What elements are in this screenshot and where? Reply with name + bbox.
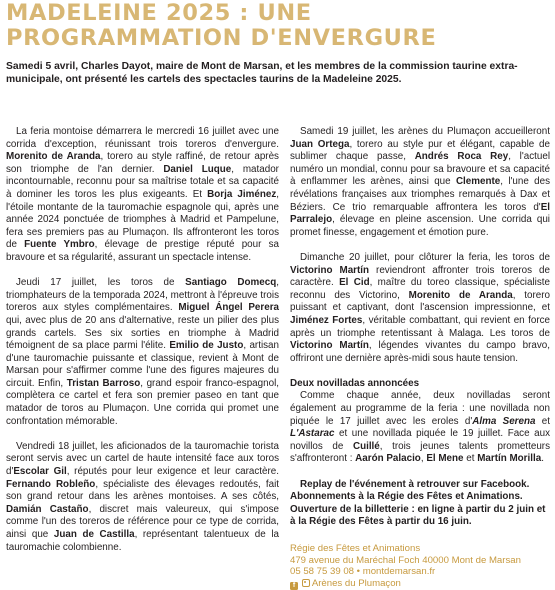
text-run: , l'étoile montante de la tauromachie espagnole qui, après une année 2024 ponctuée de triomphes à Madrid et Pampelune, fera ses premiers pas au Plumaçon. Ils affronteront les toros de bbox=[6, 188, 280, 251]
text-run: , grand espoir franco-espagnol, complètera ce cartel et fera son premier paseo en tant que matador de toros au Plumaçon. Une corrida qui promet une confrontation mémorable. bbox=[6, 377, 279, 427]
text-run: . bbox=[541, 453, 544, 465]
text-run: , discret mais valeureux, qui s'impose comme l'un des toreros de référence pour ce type de corrida, ainsi que bbox=[6, 503, 279, 540]
contact-name: Régie des Fêtes et Animations bbox=[290, 543, 421, 554]
text-run: , bbox=[420, 453, 427, 465]
text-run: Dimanche 20 juillet, pour clôturer la feria, les toros de bbox=[300, 251, 550, 263]
right-column bbox=[290, 126, 550, 590]
highlighted-name: Fuente Ymbro bbox=[24, 239, 95, 251]
highlighted-name: El Cid bbox=[339, 277, 370, 289]
lede-paragraph: Samedi 5 avril, Charles Dayot, maire de Mont de Marsan, et les membres de la commission taurine extra-municipale, ont présenté les cartels des spectacles taurins de la Madeleine 2025. bbox=[6, 61, 518, 85]
highlighted-name: Morenito de Aranda bbox=[408, 289, 513, 301]
text-run: , matador incontournable, reconnu pour sa maîtrise totale et sa capacité à dominer les toros les plus exigeants. Et bbox=[6, 163, 279, 200]
text-run: et bbox=[535, 415, 550, 427]
highlighted-name: Daniel Luque bbox=[163, 163, 232, 175]
text-run: reviendront affronter trois toreros de caractère. bbox=[290, 264, 550, 289]
text-run: , légendes vivantes du campo bravo, offriront une dernière après-midi sous haute tension. bbox=[290, 340, 550, 364]
contact-block bbox=[290, 543, 550, 590]
replay-paragraph: Replay de l'événement à retrouver sur Facebook. Abonnements à la Régie des Fêtes et Animations. Ouverture de la billetterie : en ligne à partir du 2 juin et à la Régie des Fêtes à partir du 16 juin. bbox=[290, 478, 546, 528]
highlighted-name: Fernando Robleño bbox=[6, 478, 96, 490]
highlighted-name: Santiago Domecq bbox=[185, 277, 277, 289]
text-run: La feria montoise démarrera le mercredi 16 juillet avec une corrida d'exception, réunissant trois toreros d'envergure. bbox=[6, 126, 279, 150]
highlighted-name: Borja Jiménez bbox=[207, 188, 277, 200]
text-run: , triomphateurs de la temporada 2024, mettront à l'épreuve trois toreros aux styles complémentaires. bbox=[6, 277, 279, 314]
contact-phone-web: 05 58 75 39 08 • montdemarsan.fr bbox=[290, 566, 436, 578]
text-run: Jeudi 17 juillet, les toros de bbox=[16, 277, 186, 289]
highlighted-name: Tristan Barroso bbox=[66, 377, 141, 389]
text-run: , l'une des révélations françaises aux triomphes remarqués à Dax et Béziers. Ce trio remarquable affrontera les toros d' bbox=[290, 176, 550, 213]
left-column bbox=[6, 126, 279, 567]
text-run: Comme chaque année, deux novilladas seront également au programme de la feria : une novillada non piquée le 17 juillet avec les eroles d' bbox=[290, 390, 550, 427]
text-run: , torero puissant et captivant, dont l'ascension impressionne, et bbox=[290, 289, 550, 314]
paragraph-friday bbox=[6, 441, 279, 554]
highlighted-name: Aarón Palacio bbox=[355, 453, 421, 465]
text-run: , torero au style raffiné, de retour après son triomphe de l'an dernier. bbox=[6, 151, 279, 175]
highlighted-name: Escolar Gil bbox=[13, 466, 67, 478]
highlighted-name: Alma Serena bbox=[472, 415, 536, 427]
text-run: , torero au style pur et élégant, capable de sublimer chaque passe, bbox=[290, 138, 550, 163]
paragraph-sunday bbox=[290, 252, 550, 365]
highlighted-name: Victorino Martín bbox=[290, 264, 370, 276]
contact-social-label: Arènes du Plumaçon bbox=[311, 577, 401, 589]
highlighted-name: Jiménez Fortes bbox=[290, 314, 363, 326]
highlighted-name: El Parralejo bbox=[290, 201, 550, 226]
text-run: , artisan d'une tauromachie puissante et classique, revient à Mont de Marsan pour s'affirmer comme l'une des figures majeures du circuit. Enfin, bbox=[6, 340, 279, 389]
paragraph-wednesday bbox=[6, 126, 279, 265]
text-run: et bbox=[463, 453, 478, 465]
highlighted-name: Damián Castaño bbox=[6, 503, 89, 515]
highlighted-name: Juan de Castilla bbox=[53, 529, 135, 540]
paragraph-novilladas bbox=[290, 390, 550, 466]
highlighted-name: Morenito de Aranda bbox=[6, 151, 101, 163]
novilladas-subheading: Deux novilladas annoncées bbox=[290, 377, 420, 389]
text-run: , véritable combattant, qui revient en force après un triomphe retentissant à Malaga. Les toros de bbox=[290, 314, 550, 339]
highlighted-name: Clemente bbox=[455, 176, 501, 188]
text-run: , maître du toreo classique, spécialiste reconnu des Victorino, bbox=[290, 277, 550, 301]
facebook-icon[interactable]: f bbox=[290, 582, 298, 590]
text-run: Samedi 19 juillet, les arènes du Plumaçon accueilleront bbox=[300, 126, 550, 137]
highlighted-name: Martín Morilla bbox=[477, 453, 542, 465]
text-run: , l'actuel numéro un mondial, connu pour sa bravoure et sa capacité à enflammer les arènes, ainsi que bbox=[290, 151, 551, 188]
text-run: , réputés pour leur exigence et leur caractère. bbox=[66, 466, 280, 478]
highlighted-name: Juan Ortega bbox=[290, 138, 350, 150]
text-run: , représentant talentueux de la tauromachie colombienne. bbox=[6, 529, 280, 553]
highlighted-name: Miguel Ángel Perera bbox=[178, 302, 279, 314]
contact-address: 479 avenue du Maréchal Foch 40000 Mont de Marsan bbox=[290, 554, 521, 566]
paragraph-saturday bbox=[290, 126, 550, 239]
text-run: , élevage de prestige réputé pour sa bravoure et sa régularité, assurant un spectacle intense. bbox=[6, 239, 280, 263]
paragraph-thursday bbox=[6, 277, 279, 428]
highlighted-name: Victorino Martín bbox=[290, 340, 369, 352]
highlighted-name: El Mene bbox=[426, 453, 464, 465]
text-run: , élevage en pleine ascension. Une corrida qui promet finesse, engagement et émotion pure. bbox=[290, 214, 550, 238]
text-run: , trois jeunes talents prometteurs s'affronteront : bbox=[290, 440, 550, 465]
text-run: qui, avec plus de 20 ans d'alternative, reste un pilier des plus grands cartels. Ses six sorties en triomphe à Madrid témoignent de sa place parmi l'élite. bbox=[6, 314, 279, 352]
highlighted-name: Andrés Roca Rey bbox=[414, 151, 509, 163]
highlighted-name: Cuillé bbox=[352, 440, 380, 452]
instagram-icon[interactable] bbox=[302, 579, 310, 587]
highlighted-name: L'Astarac bbox=[290, 428, 335, 440]
text-run: , spécialiste des élevages redoutés, fait son grand retour dans les arènes montoises. A ses côtés, bbox=[6, 478, 279, 503]
contact-social bbox=[290, 578, 550, 590]
text-run: et une novillada piquée le 19 juillet. Face aux novillos de bbox=[290, 428, 550, 452]
page-title: MADELEINE 2025 : UNE PROGRAMMATION D'ENVERGURE bbox=[6, 0, 437, 51]
text-run: Vendredi 18 juillet, les aficionados de la tauromachie torista seront servis avec un cartel de haute intensité face aux toros d' bbox=[6, 440, 279, 478]
highlighted-name: Emilio de Justo bbox=[169, 340, 244, 352]
